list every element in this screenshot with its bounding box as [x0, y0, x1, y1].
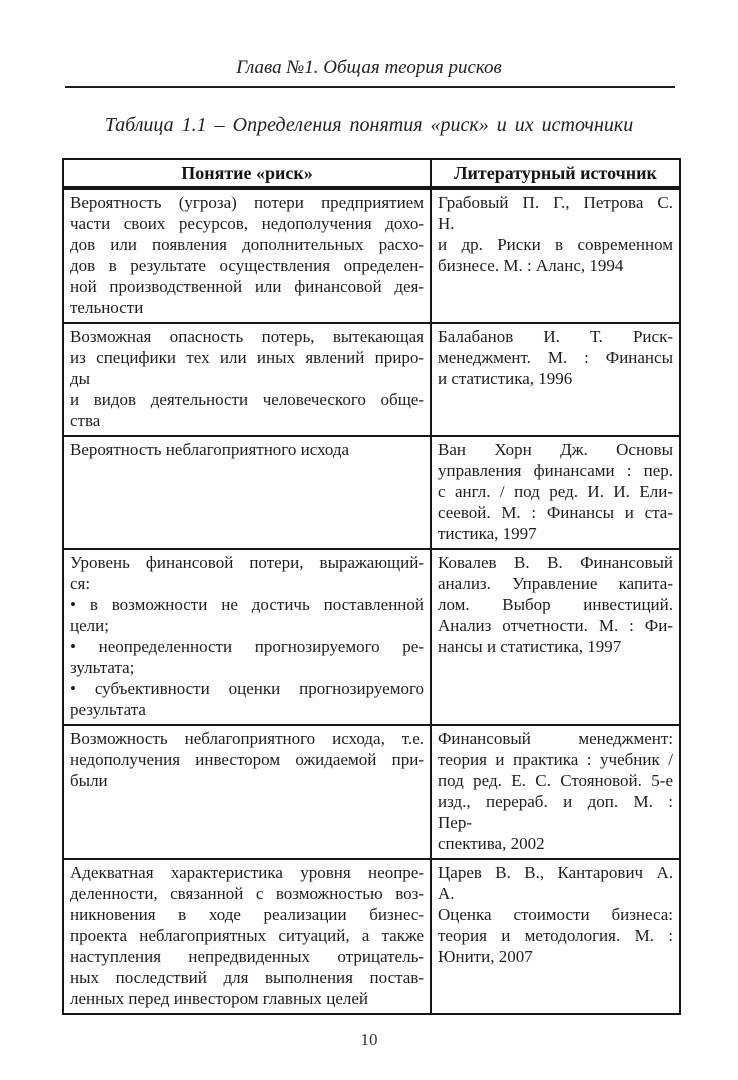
text-line: анализ. Управление капита- [438, 574, 673, 593]
text-line: Ван Хорн Дж. Основы [438, 440, 673, 459]
text-line: никновения в ходе реализации бизнес- [70, 905, 424, 924]
text-line: теория и практика : учебник / [438, 750, 673, 769]
text-line: под ред. Е. С. Стояновой. 5-е [438, 771, 673, 790]
text-line: Возможность неблагоприятного исхода, т.е. [70, 729, 424, 748]
text-line: Пер- [438, 813, 472, 832]
text-line: тистика, 1997 [438, 524, 537, 543]
concept-cell [63, 725, 431, 859]
text-line: управления финансами : пер. [438, 461, 673, 480]
source-cell [431, 725, 680, 859]
text-line: части своих ресурсов, недополучения дохо- [70, 214, 424, 233]
text-line: наступления непредвиденных отрицатель- [70, 947, 424, 966]
text-line: • в возможности не достичь поставленной [70, 595, 424, 614]
text-line: ды [70, 369, 91, 388]
column-header-source: Литературный источник [431, 159, 680, 188]
text-line: Адекватная характеристика уровня неопре- [70, 863, 424, 882]
text-line: и статистика, 1996 [438, 369, 573, 388]
table-caption: Таблица 1.1 – Определения понятия «риск» и их источники [104, 114, 634, 136]
table-row [63, 323, 680, 436]
source-cell [431, 323, 680, 436]
text-line: А. [438, 884, 455, 903]
table-row [63, 436, 680, 549]
text-line: Ковалев В. В. Финансовый [438, 553, 673, 572]
text-line: и др. Риски в современном [438, 235, 673, 254]
text-line: • субъективности оценки прогнозируемого [70, 679, 424, 698]
text-line: Царев В. В., Кантарович А. [438, 863, 673, 882]
text-line: были [70, 771, 108, 790]
text-line: цели; [70, 616, 109, 635]
text-line: лом. Выбор инвестиций. [438, 595, 673, 614]
text-line: ной производственной или финансовой дея- [70, 277, 424, 296]
text-line: тельности [70, 298, 144, 317]
column-header-concept: Понятие «риск» [63, 159, 431, 188]
concept-cell [63, 549, 431, 725]
source-cell [431, 859, 680, 1014]
text-line: Уровень финансовой потери, выражающий- [70, 553, 424, 572]
table-row [63, 859, 680, 1014]
source-cell [431, 436, 680, 549]
text-line: спектива, 2002 [438, 834, 545, 853]
text-line: из специфики тех или иных явлений приро- [70, 348, 424, 367]
page-number: 10 [360, 1030, 378, 1049]
text-line: менеджмент. М. : Финансы [438, 348, 673, 367]
text-line: Финансовый менеджмент: [438, 729, 673, 748]
text-line: изд., перераб. и доп. М. : [438, 792, 673, 811]
text-line: Юнити, 2007 [438, 947, 533, 966]
text-line: зультата; [70, 658, 135, 677]
concept-cell [63, 188, 431, 323]
table-row [63, 188, 680, 323]
text-line: Вероятность (угроза) потери предприятием [70, 193, 424, 212]
table-row [63, 549, 680, 725]
text-line: ся: [70, 574, 91, 593]
table-row [63, 725, 680, 859]
text-line: бизнесе. М. : Аланс, 1994 [438, 256, 624, 275]
text-line: Н. [438, 214, 455, 233]
text-line: нансы и статистика, 1997 [438, 637, 622, 656]
text-line: дов в результате осуществления определен- [70, 256, 424, 275]
text-line: Анализ отчетности. М. : Фи- [438, 616, 673, 635]
text-line: и видов деятельности человеческого обще- [70, 390, 424, 409]
chapter-running-header: Глава №1. Общая теория рисков [236, 57, 502, 78]
text-line: с англ. / под ред. И. И. Ели- [438, 482, 673, 501]
text-line: Балабанов И. Т. Риск- [438, 327, 673, 346]
concept-cell [63, 859, 431, 1014]
text-line: сеевой. М. : Финансы и ста- [438, 503, 673, 522]
source-cell [431, 188, 680, 323]
text-line: теория и методология. М. : [438, 926, 673, 945]
text-line: Вероятность неблагоприятного исхода [70, 440, 350, 459]
text-line: • неопределенности прогнозируемого ре- [70, 637, 424, 656]
text-line: Грабовый П. Г., Петрова С. [438, 193, 673, 212]
header-rule [65, 86, 675, 88]
text-line: дов или появления дополнительных расхо- [70, 235, 424, 254]
text-line: результата [70, 700, 146, 719]
text-line: Оценка стоимости бизнеса: [438, 905, 673, 924]
source-cell [431, 549, 680, 725]
concept-cell [63, 436, 431, 549]
text-line: ных последствий для выполнения постав- [70, 968, 424, 987]
text-line: деленности, связанной с возможностью воз- [70, 884, 424, 903]
concept-cell [63, 323, 431, 436]
text-line: Возможная опасность потерь, вытекающая [70, 327, 424, 346]
table-header-row [63, 159, 680, 188]
text-line: недополучения инвестором ожидаемой при- [70, 750, 424, 769]
text-line: проекта неблагоприятных ситуаций, а также [70, 926, 424, 945]
text-line: ства [70, 411, 101, 430]
risk-definitions-table [62, 158, 681, 1015]
text-line: ленных перед инвестором главных целей [70, 989, 368, 1008]
